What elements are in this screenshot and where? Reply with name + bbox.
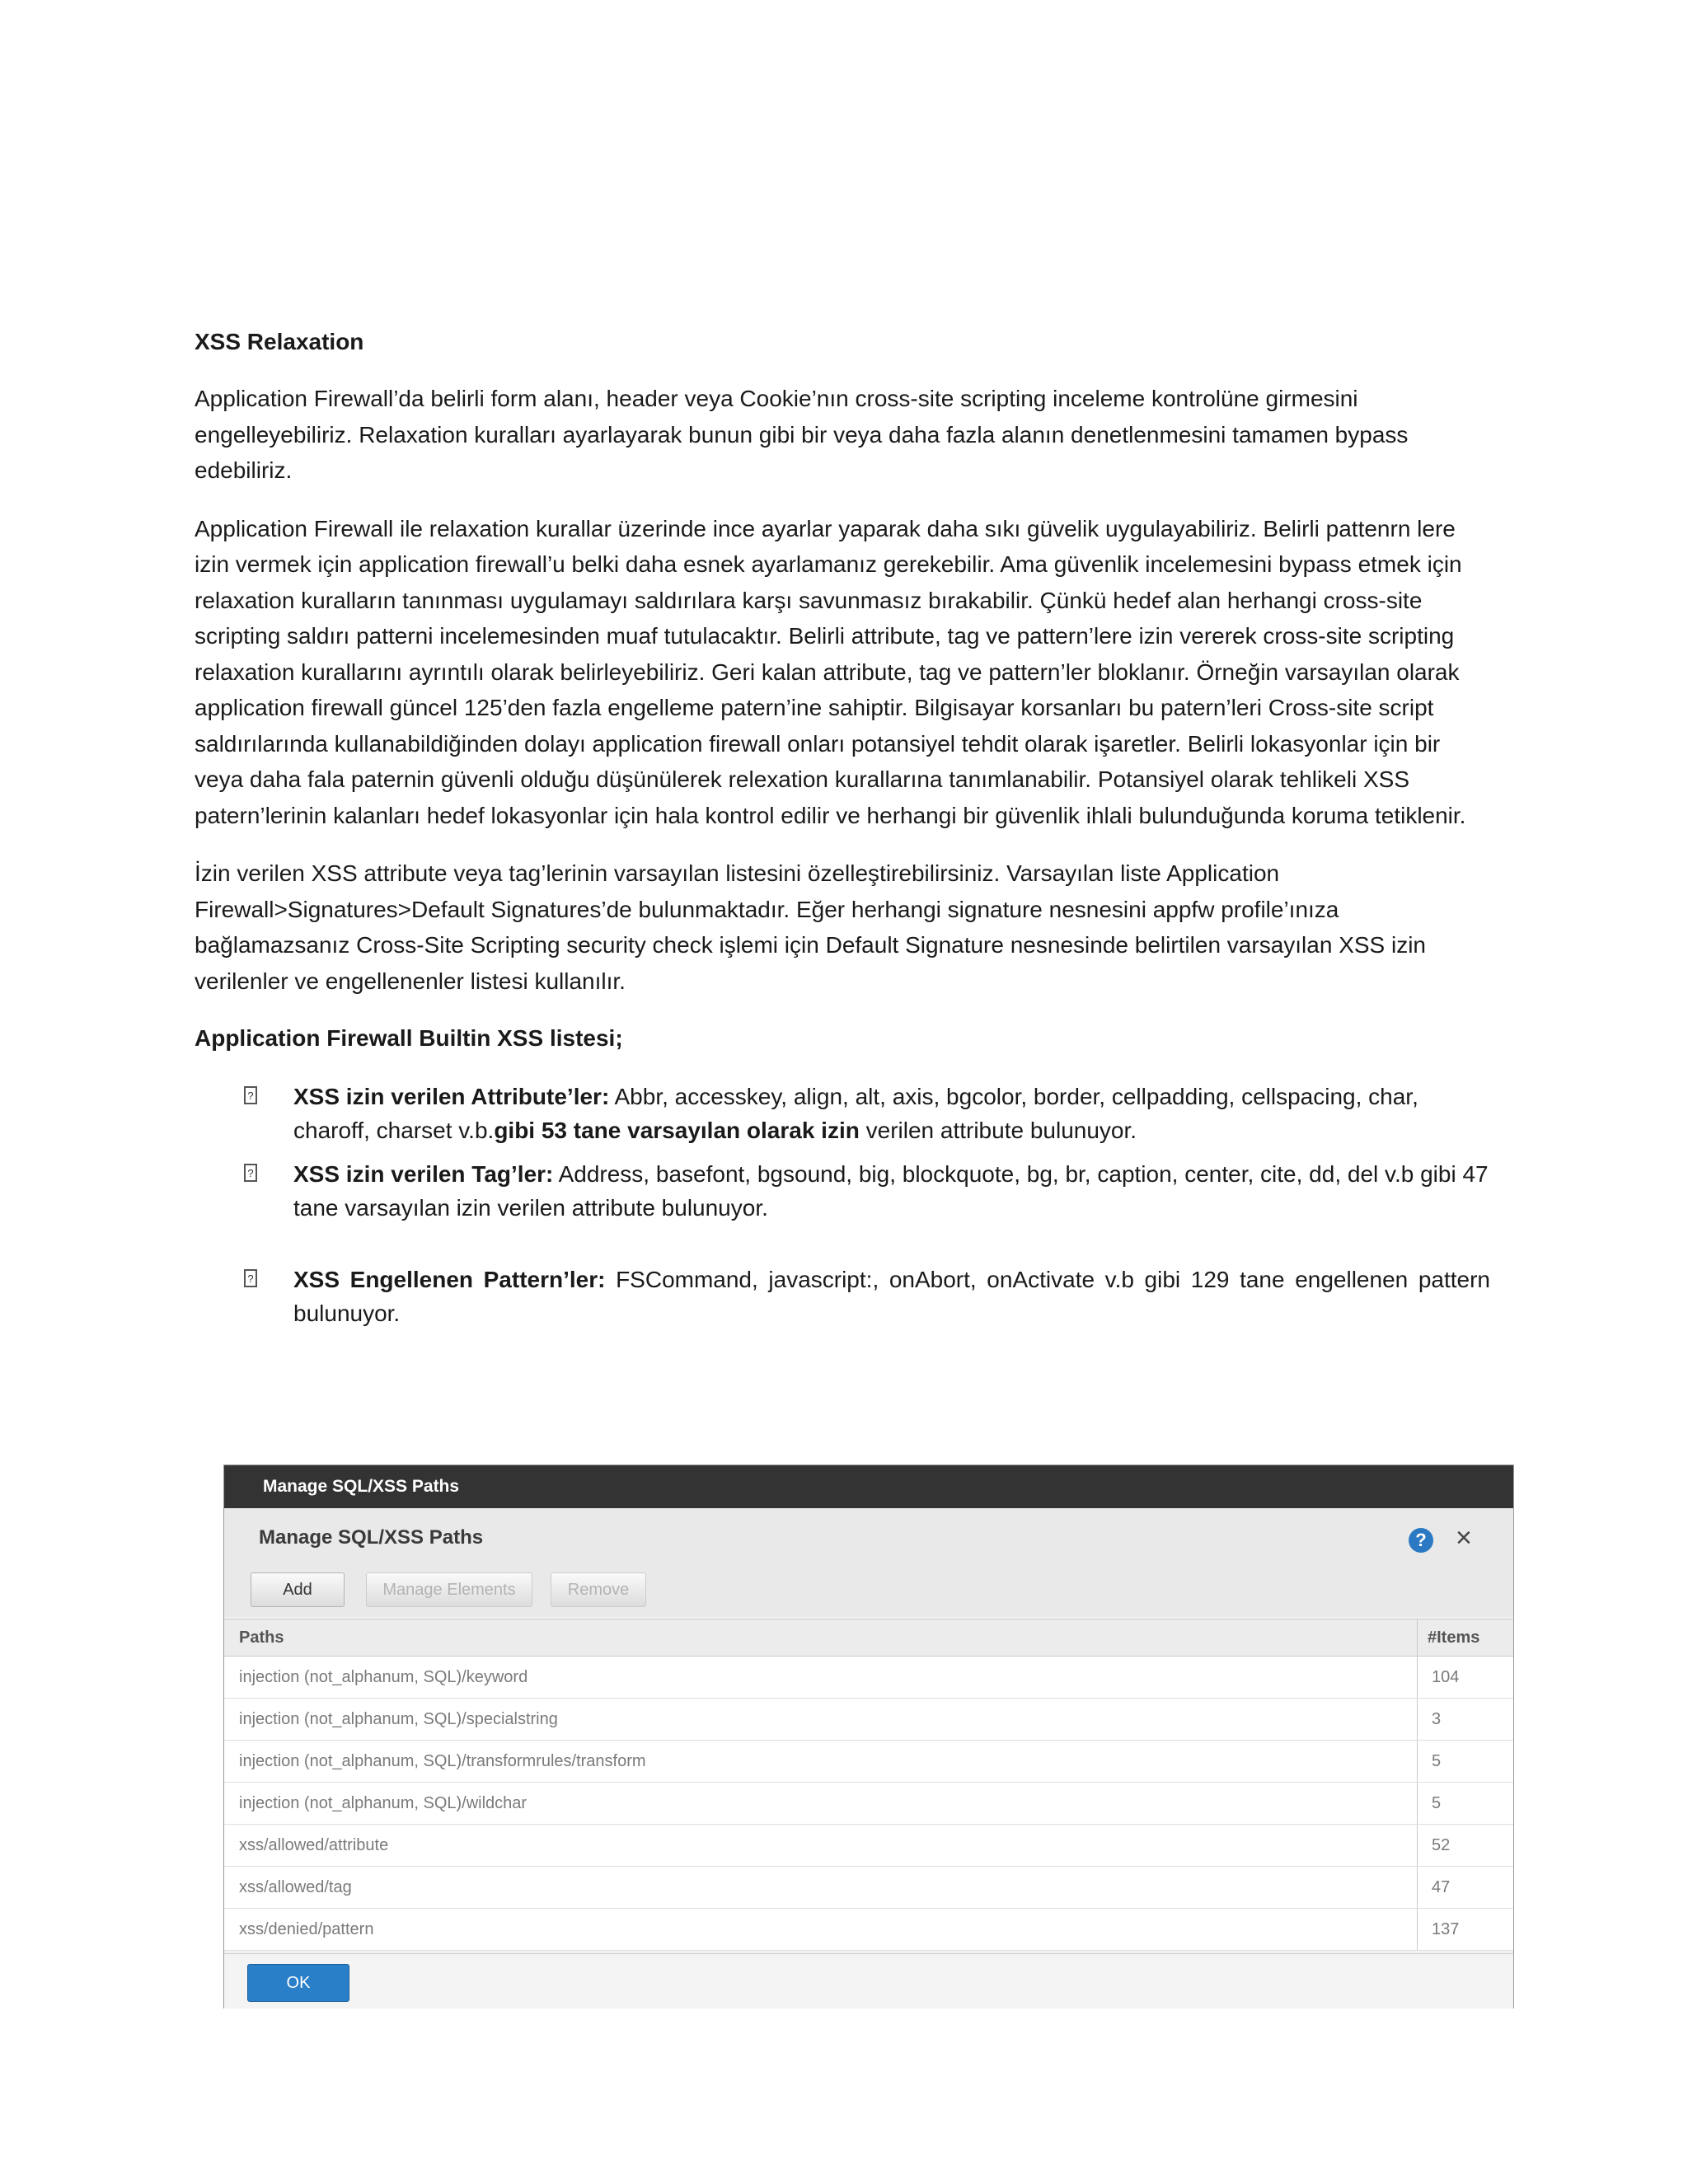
add-button[interactable]: Add [251, 1572, 345, 1607]
column-items[interactable]: #Items [1428, 1629, 1480, 1647]
table-row[interactable]: injection (not_alphanum, SQL)/keyword 104 [224, 1657, 1513, 1699]
table-row[interactable]: injection (not_alphanum, SQL)/transformrules/transform 5 [224, 1741, 1513, 1783]
dialog-footer [224, 1953, 1513, 2008]
column-paths[interactable]: Paths [239, 1629, 284, 1647]
table-row[interactable]: injection (not_alphanum, SQL)/wildchar 5 [224, 1783, 1513, 1825]
close-icon[interactable]: × [1456, 1522, 1472, 1554]
table-row[interactable]: xss/allowed/attribute 52 [224, 1825, 1513, 1867]
ok-button[interactable]: OK [247, 1964, 349, 2002]
help-icon[interactable]: ? [1409, 1528, 1433, 1553]
table-row[interactable]: xss/denied/pattern 137 [224, 1909, 1513, 1951]
paragraph-1: Application Firewall’da belirli form alanı, header veya Cookie’nın cross-site scripting inceleme kontrolüne girmesini engelleyebiliriz. Relaxation kuralları ayarlayarak bunun gibi bir veya daha fazla alanın denetlenmesini tamamen bypass edebiliriz. [195, 386, 1409, 483]
paragraph-2: Application Firewall ile relaxation kurallar üzerinde ince ayarlar yaparak daha sıkı güvelik uygulayabiliriz. Belirli pattenrn lere izin vermek için application firewall’u belki daha esnek ayarlamanız gerekebilir. Ama güvenlik incelemesini bypass etmek için relaxation kuralların tanınması uygulamayı saldırılara karşı savunmasız bırakabilir. Çünkü hedef alan herhangi cross-site scripting saldırı patterni incelemesinden muaf tutulacaktır. Belirli attribute, tag ve pattern’lere izin vererek cross-site scripting relaxation kurallarını ayrıntılı olarak belirleyebiliriz. Geri kalan attribute, tag ve pattern’ler bloklanır. Örneğin varsayılan olarak application firewall güncel 125’den fazla engelleme patern’ine sahiptir. Bilgisayar korsanları bu patern’leri Cross-site script saldırılarında kullanabildiğinden dolayı application firewall onları potansiyel tehdit olarak işaretler. Belirli lokasyonlar için bir veya daha fala paternin güvenli olduğu düşünülerek relexation kurallarına tanımlanabilir. Potansiyel olarak tehlikeli XSS patern’lerinin kalanları hedef lokasyonlar için hala kontrol edilir ve herhangi bir güvenlik ihlali bulunduğunda koruma tetiklenir. [195, 515, 1466, 828]
bullet-icon: ? [244, 1086, 257, 1104]
manage-paths-dialog [223, 1465, 1514, 2008]
bullet-attributes: ? XSS izin verilen Attribute’ler: Abbr, accesskey, align, alt, axis, bgcolor, border, cellpadding, cellspacing, char, charoff, charset v.b.gibi 53 tane varsayılan olarak izin verilen attribute bulunuyor. [195, 1080, 1490, 1147]
bullet-patterns: ? XSS Engellenen Pattern’ler: FSCommand, javascript:, onAbort, onActivate v.b gibi 129 tane engellenen pattern bulunuyor. [195, 1263, 1490, 1330]
paragraph-3: İzin verilen XSS attribute veya tag’lerinin varsayılan listesini özelleştirebilirsiniz. Varsayılan liste Application Firewall>Signatures>Default Signatures’de bulunmaktadır. Eğer herhangi signature nesnesini appfw profile’ınıza bağlamazsanız Cross-Site Scripting security check işlemi için Default Signature nesnesinde belirtilen varsayılan XSS izin verilenler ve engellenenler listesi kullanılır. [195, 860, 1427, 994]
document-body [195, 326, 1490, 1330]
list-title: Application Firewall Builtin XSS listesi; [195, 1025, 623, 1051]
dialog-title: Manage SQL/XSS Paths [259, 1526, 484, 1549]
remove-button[interactable]: Remove [551, 1572, 646, 1607]
manage-elements-button[interactable]: Manage Elements [366, 1572, 532, 1607]
table-row[interactable]: injection (not_alphanum, SQL)/specialstring 3 [224, 1699, 1513, 1741]
dialog-window-bar: Manage SQL/XSS Paths [224, 1465, 1513, 1508]
paths-table [224, 1619, 1513, 1951]
dialog-toolbar [224, 1568, 1513, 1617]
bullet-icon: ? [244, 1164, 257, 1182]
table-row[interactable]: xss/allowed/tag 47 [224, 1867, 1513, 1909]
bullet-tags: ? XSS izin verilen Tag’ler: Address, basefont, bgsound, big, blockquote, bg, br, caption, center, cite, dd, del v.b gibi 47 tane varsayılan izin verilen attribute bulunuyor. [195, 1157, 1490, 1225]
table-header [224, 1619, 1513, 1657]
dialog-header [224, 1508, 1513, 1568]
section-title: XSS Relaxation [195, 329, 364, 354]
bullet-icon: ? [244, 1269, 257, 1287]
